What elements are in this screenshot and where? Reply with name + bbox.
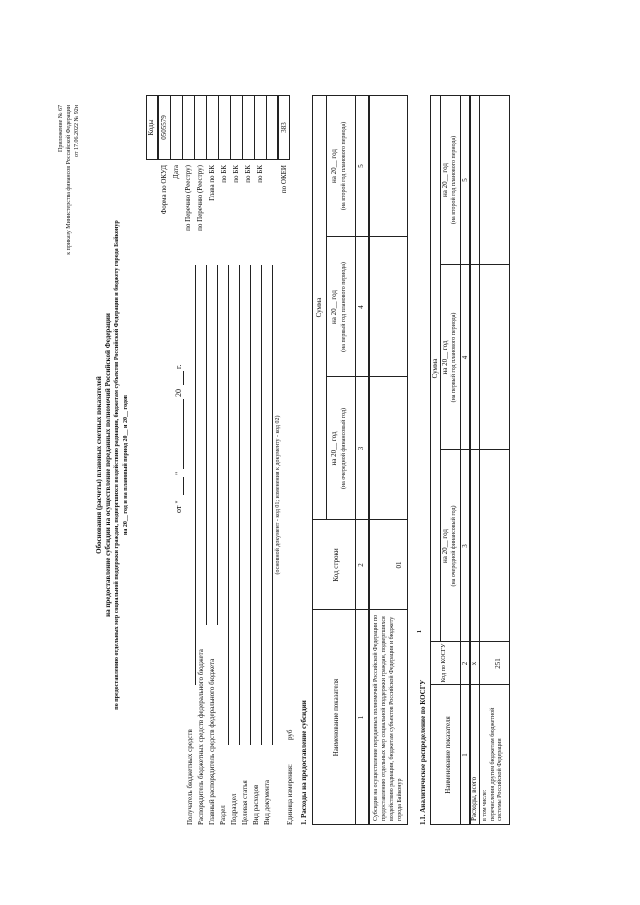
- s1-col-y3-sub: (на второй год планового периода): [341, 121, 347, 211]
- okud-label: Форма по ОКУД: [160, 165, 168, 215]
- s11-col-y1-sub: (на очередной финансовый год): [451, 505, 457, 587]
- field-manager: Распорядитель бюджетных средств федерального бюджета: [197, 649, 205, 825]
- s1-row-text: Субсидия на осуществление переданных полномочий Российской Федерации по предоставлению отдельных мер социальной поддержки граждан, подвергшихся воздействию радиации, бюджетам субъектов Российской Федерации и бюджету города Байконур: [373, 614, 403, 821]
- s11-sub-label1: в том числе:: [482, 789, 488, 821]
- form-title-line1: Обоснования (расчеты) плановых сметных показателей: [95, 376, 103, 554]
- s1-col-y2-sub: (на первый год планового периода): [341, 262, 347, 352]
- rotated-form-sheet: Приложение № 67 к приказу Министерства финансов Российской Федерации от 17.06.2022 № 92н Обоснования (расчеты) плановых сметных показателей на предоставление субсидии на осуществление переданных полномочий Российской Федерации по предоставлению отдельных мер социальной поддержки граждан, подвергшихся воздействию радиации, бюджетам субъектов Российской Федерации и бюджету города Байконур на 20__ год и на плановый период 20__ и 20__ годов от " " 20 г. Коды 0505579 383 Форма по ОКУД Дата по Перечню (Реестру) по Перечню (Реестру) Глава по БК по БК по БК по БК по БК по ОКЕИ Получатель бюджетных средств Распорядитель бюджетных средств федерального бюджета Главный распорядитель средств федерального бюджета Раздел Подраздел Целевая статья Вид расходов Вид документа (основной документ - код 01; изменения к документу - код 02) Единица измерения: руб 1. Расходы на предоставление субсидии Наименование показателя Код строки Сумма на 20__ год (на очередной финансовый год) на 20__ год (на первый год планового периода) на 20__ год (на второй год планового периода) 1 2 3 4 5 Субсидия на осуществление переданных полномочий Российской Федерации по предоставлению отдельных мер социальной поддержки граждан, подвергшихся воздействию радиации, бюджетам субъектов Российской Федерации и бюджету города Байконур 01 1.1. Аналитическое распределение по КОСГУ 1 Наименование показателя Код по КОСГУ Сумма на 20__ год (на очередной финансовый год) на 20__ год (на первый год планового периода) на 20__ год (на второй год планового периода) 1 2 3 4 5 Расходы, всего x в том числе: перечисления другим бюджетам бюджетной системы Российской Федерации 251: [0, 0, 640, 905]
- appendix-order: к приказу Министерства финансов Российской Федерации: [66, 105, 72, 255]
- s11-num-2: 2: [461, 661, 469, 666]
- s11-col-y3: на 20__ год: [441, 163, 449, 197]
- s11-col-y2: на 20__ год: [441, 340, 449, 375]
- s1-col-y2: на 20__ год: [330, 290, 338, 324]
- okei-label: по ОКЕИ: [280, 165, 288, 194]
- s1-col-sum: Сумма: [315, 297, 323, 318]
- doc-type-note: (основной документ - код 01; изменения к документу - код 02): [275, 415, 281, 575]
- code-label-1: по Перечню (Реестру): [184, 165, 192, 231]
- date-label: Дата: [172, 165, 180, 179]
- okud-code: 0505579: [160, 115, 168, 140]
- appendix-date: от 17.06.2022 № 92н: [74, 105, 80, 157]
- s1-num-3: 3: [357, 446, 365, 451]
- s11-num-5: 5: [461, 178, 469, 182]
- s1-num-4: 4: [357, 305, 365, 309]
- s11-total-label: Расходы, всего: [470, 776, 478, 821]
- code-label-3: Глава по БК: [208, 165, 216, 201]
- field-section: Раздел: [219, 805, 227, 825]
- field-target-article: Целевая статья: [241, 780, 249, 825]
- s11-col-sum: Сумма: [431, 358, 439, 379]
- field-expense-type: Вид расходов: [252, 784, 260, 825]
- s11-num-1: 1: [461, 753, 469, 757]
- s11-col-y2-sub: (на первый год планового периода): [451, 312, 457, 403]
- s1-col-y1: на 20__ год: [330, 431, 338, 466]
- s1-col-name: Наименование показателя: [332, 678, 340, 757]
- field-recipient: Получатель бюджетных средств: [186, 729, 194, 825]
- s1-col-y3: на 20__ год: [330, 149, 338, 183]
- code-label-2: по Перечню (Реестру): [196, 165, 204, 231]
- s11-sub-code: 251: [494, 658, 502, 669]
- code-label-5: по БК: [232, 165, 240, 183]
- s11-col-y1: на 20__ год: [441, 529, 449, 563]
- form-title-line4: на 20__ год и на плановый период 20__ и 20__ годов: [123, 394, 129, 536]
- s1-num-5: 5: [357, 164, 365, 168]
- s1-row-code: 01: [395, 561, 403, 569]
- s1-col-y1-sub: (на очередной финансовый год): [341, 407, 347, 490]
- codes-header: Коды: [147, 119, 155, 136]
- s11-col-y3-sub: (на второй год планового периода): [451, 135, 457, 225]
- s11-num-3: 3: [461, 544, 469, 548]
- s1-num-2: 2: [357, 563, 365, 567]
- code-label-4: по БК: [220, 165, 228, 183]
- s11-col-code: Код по КОСГУ: [441, 643, 447, 683]
- form-title-line2: на предоставление субсидии на осуществление переданных полномочий Российской Федерации: [104, 313, 112, 617]
- okei-code: 383: [280, 122, 288, 133]
- appendix-number: Приложение № 67: [58, 105, 64, 152]
- code-label-7: по БК: [256, 165, 264, 183]
- field-doc-type: Вид документа: [263, 779, 271, 825]
- code-label-6: по БК: [244, 165, 252, 183]
- section1-title: 1. Расходы на предоставление субсидии: [300, 700, 308, 825]
- form-title-line3: по предоставлению отдельных мер социальной поддержки граждан, подвергшихся воздействию радиации, бюджетам субъектов Российской Федерации и бюджету города Байконур: [114, 220, 120, 710]
- field-subsection: Подраздел: [230, 793, 238, 825]
- s1-col-code: Код строки: [332, 548, 340, 582]
- unit-value: руб: [286, 729, 294, 740]
- s1-num-1: 1: [357, 715, 365, 720]
- s11-total-code: x: [470, 661, 478, 666]
- field-chief-manager: Главный распорядитель средств федерального бюджета: [208, 658, 216, 825]
- unit-label: Единица измерения:: [286, 764, 294, 825]
- s11-sub-label2: перечисления другим бюджетам бюджетной системы Российской Федерации: [490, 707, 503, 821]
- s11-col-name: Наименование показателя: [444, 716, 452, 794]
- s11-num-4: 4: [461, 355, 469, 360]
